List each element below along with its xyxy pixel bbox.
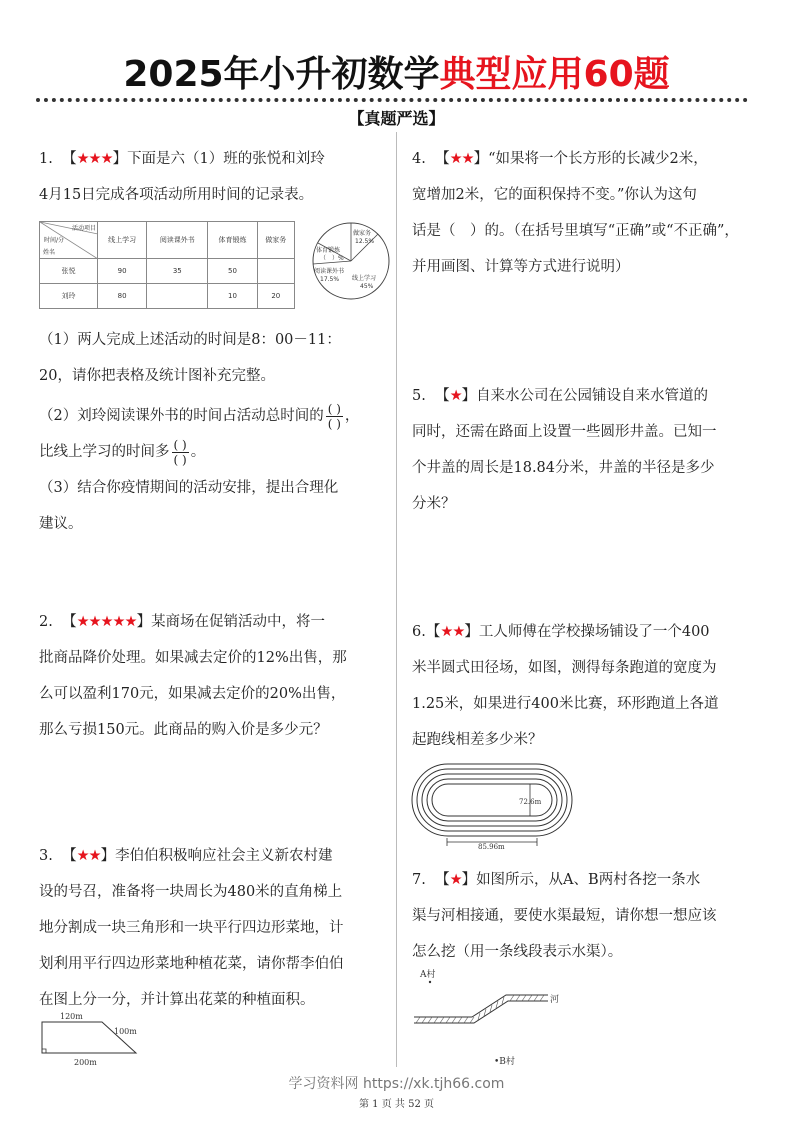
question-6: 6.【★★】工人师傅在学校操场铺设了一个400 米半圆式田径场，如图，测得每条跑道的宽度为 1.25米，如果进行400米比赛，环形跑道上各道 起跑线相差多少米？: [412, 614, 762, 758]
question-1-subparts: （1）两人完成上述活动的时间是8：00－11： 20，请你把表格及统计图补充完整。 （2）刘玲阅读课外书的时间占活动总时间的 $\frac{( )}{( )}$ ， 比线上学习的时间多 $\frac{( )}{( )}$ 。 （3）结合你疫情期间的活动安排，提出合理化 建议。: [39, 322, 389, 542]
pie-label: 17.5%: [320, 276, 340, 283]
track-height-label: 72.6m: [519, 798, 542, 806]
pie-label: 体育锻炼: [316, 247, 341, 254]
table-cell: 20: [257, 284, 294, 309]
question-2: 2. 【★★★★★】某商场在促销活动中，将一 批商品降价处理。如果减去定价的12%出售，那 么可以盈利170元，如果减去定价的20%出售， 那么亏损150元。此商品的购入价是多少元？: [39, 604, 389, 748]
trapezoid-figure: [36, 1010, 146, 1068]
question-text: 么可以盈利170元，如果减去定价的20%出售，: [39, 686, 346, 702]
difficulty-stars: ★: [449, 872, 462, 888]
question-text: 某商场在促销活动中，将一: [151, 614, 326, 630]
question-text: 那么亏损150元。此商品的购入价是多少元？: [39, 722, 328, 738]
table-row: [40, 259, 295, 284]
question-1: 1. 【★★★】下面是六（1）班的张悦和刘玲 4月15日完成各项活动所用时间的记录表。: [39, 141, 389, 213]
question-text: 话是（ ）的。（在括号里填写“正确”或“不正确”，: [412, 223, 739, 239]
question-number: 7.: [412, 872, 426, 888]
question-text: 怎么挖（用一条线段表示水渠）。: [412, 944, 623, 960]
running-track-figure: [410, 762, 582, 850]
question-text: 个井盖的周长是18.84分米，井盖的半径是多少: [412, 460, 715, 476]
village-b-label: •B村: [494, 1057, 515, 1067]
question-number: 5.: [412, 388, 426, 404]
question-text: 设的号召，准备将一块周长为480米的直角梯上: [39, 884, 343, 900]
table-cell: 10: [208, 284, 257, 309]
question-text: “如果将一个长方形的长减少2米，: [488, 151, 708, 167]
table-header: 线上学习: [98, 222, 147, 259]
table-cell: [257, 259, 294, 284]
question-text: 并用画图、计算等方式进行说明）: [412, 259, 630, 275]
table-cell: 35: [147, 259, 208, 284]
table-cell: 80: [98, 284, 147, 309]
diag-label-activity: 活动项目: [71, 225, 96, 232]
question-text: 批商品降价处理。如果减去定价的12%出售，那: [39, 650, 347, 666]
river-label: 河: [550, 995, 560, 1005]
pie-label: 45%: [360, 283, 374, 290]
question-number: 1.: [39, 151, 53, 167]
question-3: 3. 【★★】李伯伯积极响应社会主义新农村建 设的号召，准备将一块周长为480米的直角梯上 地分割成一块三角形和一块平行四边形菜地，计 划利用平行四边形菜地种植花菜，请你帮李伯伯 在图上分一分，并计算出花菜的种植面积。: [39, 838, 389, 1018]
fraction-blank: $\frac{( )}{( )}$: [173, 437, 187, 467]
question-text: 李伯伯积极响应社会主义新农村建: [115, 848, 333, 864]
footer-site: 学习资料网 https://xk.tjh66.com: [288, 1076, 505, 1092]
question-4: 4. 【★★】“如果将一个长方形的长减少2米， 宽增加2米，它的面积保持不变。”你认为这句 话是（ ）的。（在括号里填写“正确”或“不正确”， 并用画图、计算等方式进行说明）: [412, 141, 762, 285]
question-text: 渠与河相接通，要使水渠最短，请你想一想应该: [412, 908, 717, 924]
pie-label: 线上学习: [352, 275, 377, 282]
question-7: 7. 【★】如图所示，从A、B两村各挖一条水 渠与河相接通，要使水渠最短，请你想一想应该 怎么挖（用一条线段表示水渠）。: [412, 862, 762, 970]
track-width-label: 85.96m: [478, 843, 505, 850]
question-number: 4.: [412, 151, 426, 167]
question-text: 分米？: [412, 496, 456, 512]
page-subtitle: 【真题严选】: [348, 109, 445, 128]
column-divider: [396, 132, 397, 1067]
question-text: 在图上分一分，并计算出花菜的种植面积。: [39, 992, 315, 1008]
diag-label-name: 姓名: [43, 249, 56, 256]
table-row: [40, 284, 295, 309]
trapezoid-side-label: 100m: [114, 1027, 137, 1036]
activity-record-table: [39, 221, 295, 309]
question-number: 2.: [39, 614, 53, 630]
question-number: 3.: [39, 848, 53, 864]
page-title: [0, 46, 793, 97]
pie-label: 阅读课外书: [314, 268, 345, 275]
diag-label-time: 时间/分: [44, 237, 65, 244]
question-text: （1）两人完成上述活动的时间是8：00－11：: [39, 332, 341, 348]
question-text: 地分割成一块三角形和一块平行四边形菜地，计: [39, 920, 344, 936]
difficulty-stars: ★★★★★: [76, 614, 137, 630]
table-header: 体育锻炼: [208, 222, 257, 259]
question-text: 起跑线相差多少米？: [412, 732, 543, 748]
question-text: 20，请你把表格及统计图补充完整。: [39, 368, 275, 384]
question-text: 1.25米，如果进行400米比赛，环形跑道上各道: [412, 696, 719, 712]
question-text: 4月15日完成各项活动所用时间的记录表。: [39, 187, 314, 203]
pie-label: （ ）%: [320, 255, 344, 262]
difficulty-stars: ★★: [449, 151, 474, 167]
page-number: 第 1 页 共 52 页: [359, 1099, 434, 1110]
difficulty-stars: ★★: [76, 848, 101, 864]
table-cell: 90: [98, 259, 147, 284]
pie-label: 做家务: [353, 230, 372, 237]
question-text: 建议。: [39, 516, 83, 532]
trapezoid-top-label: 120m: [60, 1012, 83, 1021]
pie-label: 12.5%: [355, 238, 375, 245]
question-text: 比线上学习的时间多: [39, 444, 170, 460]
title-red-part: 典型应用60题: [439, 54, 670, 95]
village-a-label: A村: [420, 970, 436, 980]
question-text: 同时，还需在路面上设置一些圆形井盖。已知一: [412, 424, 717, 440]
table-cell: 50: [208, 259, 257, 284]
dotted-divider: [36, 98, 748, 102]
row-name: 刘玲: [40, 284, 98, 309]
difficulty-stars: ★★: [440, 624, 465, 640]
row-name: 张悦: [40, 259, 98, 284]
difficulty-stars: ★★★: [76, 151, 113, 167]
question-text: 自来水公司在公园铺设自来水管道的: [476, 388, 709, 404]
question-5: 5. 【★】自来水公司在公园铺设自来水管道的 同时，还需在路面上设置一些圆形井盖。已知一 个井盖的周长是18.84分米，井盖的半径是多少 分米？: [412, 378, 762, 522]
question-number: 6.: [412, 624, 426, 640]
question-text: （3）结合你疫情期间的活动安排，提出合理化: [39, 480, 339, 496]
activity-pie-chart: [310, 220, 392, 302]
table-header: 阅读课外书: [147, 222, 208, 259]
question-text: 米半圆式田径场，如图，测得每条跑道的宽度为: [412, 660, 717, 676]
question-text: 划利用平行四边形菜地种植花菜，请你帮李伯伯: [39, 956, 344, 972]
fraction-blank: $\frac{( )}{( )}$: [327, 401, 341, 431]
question-text: 下面是六（1）班的张悦和刘玲: [127, 151, 325, 167]
question-text: 宽增加2米，它的面积保持不变。”你认为这句: [412, 187, 697, 203]
trapezoid-bottom-label: 200m: [74, 1058, 97, 1067]
river-figure: [410, 965, 580, 1070]
difficulty-stars: ★: [449, 388, 462, 404]
title-black-part: 2025年小升初数学: [123, 54, 440, 95]
question-text: 工人师傅在学校操场铺设了一个400: [478, 624, 710, 640]
diagonal-header-cell: [40, 222, 98, 259]
table-cell: [147, 284, 208, 309]
question-text: （2）刘玲阅读课外书的时间占活动总时间的: [39, 408, 324, 424]
question-text: 如图所示，从A、B两村各挖一条水: [476, 872, 701, 888]
table-header: 做家务: [257, 222, 294, 259]
